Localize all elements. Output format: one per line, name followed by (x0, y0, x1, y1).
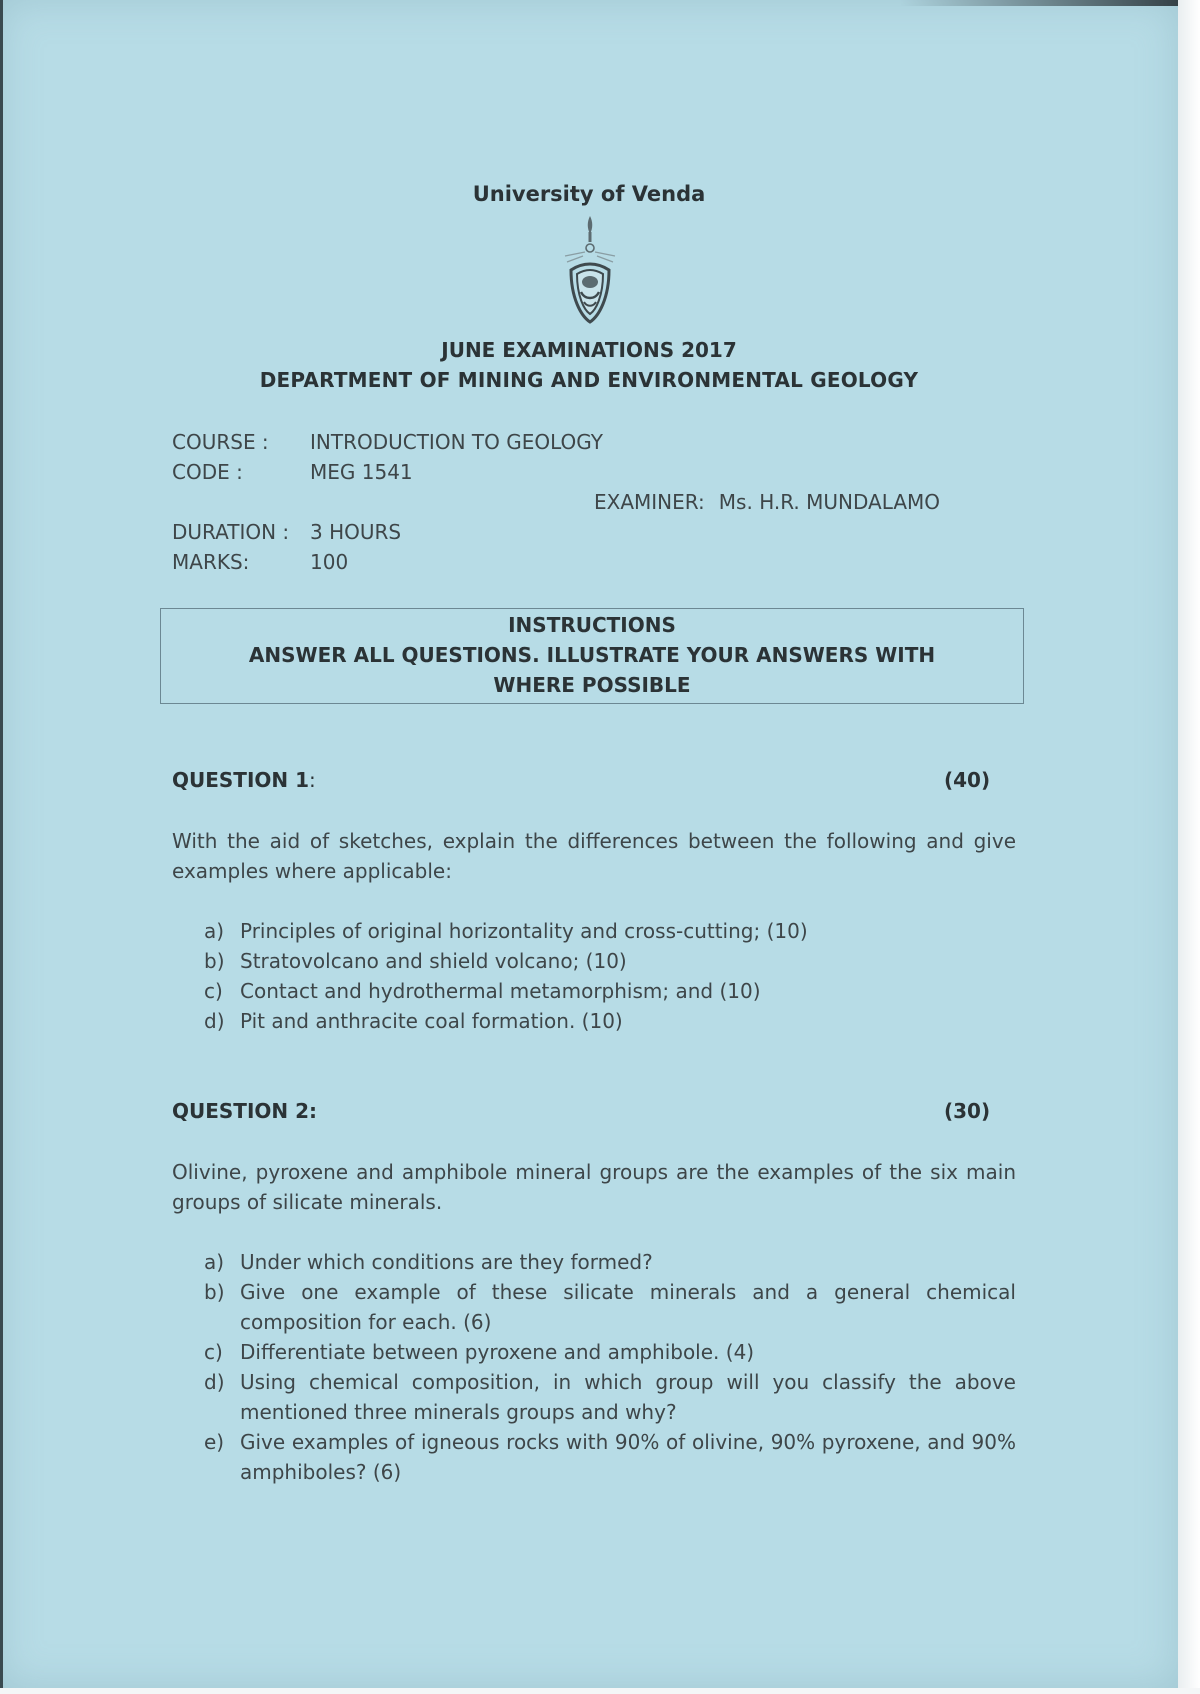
question-2-marks: (30) (944, 1099, 991, 1123)
item-label: a) (204, 919, 225, 943)
item-label: b) (204, 949, 225, 973)
question-1-colon: : (309, 768, 316, 792)
list-item (204, 1337, 1016, 1367)
instructions-line-2: WHERE POSSIBLE (493, 673, 691, 697)
item-label: e) (204, 1430, 225, 1454)
instructions-line-1: ANSWER ALL QUESTIONS. ILLUSTRATE YOUR ANSWERS WITH (248, 643, 936, 667)
instructions-title: INSTRUCTIONS (508, 613, 676, 637)
list-item (204, 1247, 1016, 1277)
item-text: Give examples of igneous rocks with 90% of olivine, 90% pyroxene, and 90% amphiboles? (6) (240, 1430, 1016, 1484)
duration-label: DURATION : (172, 520, 290, 544)
item-text: Using chemical composition, in which group will you classify the above mentioned three minerals groups and why? (240, 1370, 1016, 1424)
item-label: b) (204, 1280, 225, 1304)
question-2-intro: Olivine, pyroxene and amphibole mineral groups are the examples of the six main groups of silicate minerals. (172, 1160, 1016, 1214)
list-item (204, 1367, 1016, 1427)
item-text: Give one example of these silicate minerals and a general chemical composition for each. (6) (240, 1280, 1016, 1334)
item-label: d) (204, 1370, 225, 1394)
marks-value: 100 (310, 550, 349, 574)
list-item (204, 916, 1016, 946)
item-label: c) (204, 979, 223, 1003)
question-2-heading (172, 1099, 317, 1123)
examiner-value: Ms. H.R. MUNDALAMO (718, 490, 940, 514)
question-2-items (204, 1247, 1016, 1487)
examiner-label: EXAMINER: (594, 490, 705, 514)
list-item (204, 946, 1016, 976)
question-1-items (204, 916, 1016, 1036)
question-1-intro: With the aid of sketches, explain the differences between the following and give examples where applicable: (172, 829, 1016, 883)
item-label: a) (204, 1250, 225, 1274)
examiner-row (594, 490, 940, 514)
paper-top-edge (900, 0, 1178, 6)
university-crest-icon (557, 212, 623, 328)
list-item (204, 976, 1016, 1006)
list-item (204, 1006, 1016, 1036)
paper-left-edge (0, 0, 3, 1688)
item-text: Differentiate between pyroxene and amphibole. (4) (240, 1340, 755, 1364)
item-text: Contact and hydrothermal metamorphism; and (10) (240, 979, 761, 1003)
list-item (204, 1277, 1016, 1337)
question-1-marks: (40) (944, 768, 991, 792)
list-item (204, 1427, 1016, 1487)
question-1-title: QUESTION 1 (172, 768, 310, 792)
item-text: Stratovolcano and shield volcano; (10) (240, 949, 627, 973)
marks-label: MARKS: (172, 550, 250, 574)
item-label: c) (204, 1340, 223, 1364)
duration-value: 3 HOURS (310, 520, 402, 544)
instructions-box (160, 608, 1024, 704)
item-text: Pit and anthracite coal formation. (10) (240, 1009, 623, 1033)
item-label: d) (204, 1009, 225, 1033)
item-text: Principles of original horizontality and cross-cutting; (10) (240, 919, 808, 943)
code-value: MEG 1541 (310, 460, 413, 484)
question-2-title: QUESTION 2: (172, 1099, 318, 1123)
university-name: University of Venda (472, 182, 706, 206)
code-label: CODE : (172, 460, 243, 484)
course-label: COURSE : (172, 430, 269, 454)
question-1-heading (172, 768, 316, 792)
course-value: INTRODUCTION TO GEOLOGY (310, 430, 603, 454)
item-text: Under which conditions are they formed? (240, 1250, 653, 1274)
exam-title: JUNE EXAMINATIONS 2017 (441, 338, 737, 362)
scan-margin-bottom (0, 1688, 1200, 1694)
department-title: DEPARTMENT OF MINING AND ENVIRONMENTAL GEOLOGY (259, 368, 919, 392)
scan-margin-right (1178, 0, 1200, 1694)
